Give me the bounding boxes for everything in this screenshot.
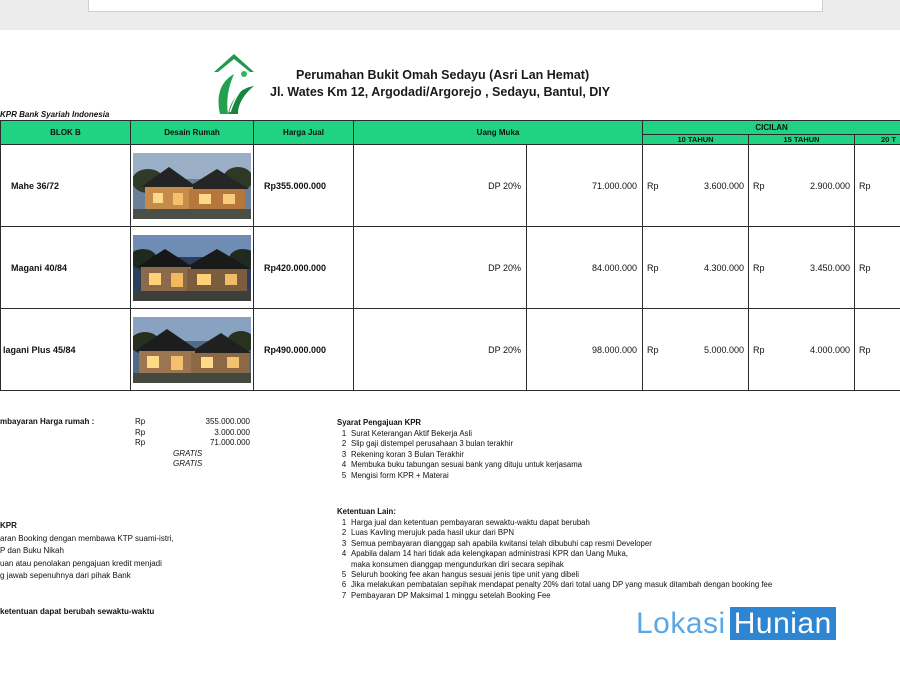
dp-percent: DP 20% <box>354 145 527 227</box>
house-photo-image <box>133 235 251 301</box>
payment-gratis: GRATIS <box>173 448 203 458</box>
house-price: Rp420.000.000 <box>254 227 354 309</box>
currency-15: Rp <box>749 227 771 309</box>
house-price: Rp490.000.000 <box>254 309 354 391</box>
list-item: 4 Membuka buku tabungan sesuai bank yang dituju untuk kerjasama <box>341 460 583 470</box>
house-design <box>131 145 254 227</box>
list-item: 3 Semua pembayaran dianggap sah apabila kwitansi telah dibubuhi cap resmi Developer <box>341 538 652 548</box>
list-item: 6 Jika melakukan pembatalan sepihak mendapat penalty 20% dari total uang DP yang masuk ditambah dengan booking fee <box>341 580 773 590</box>
watermark-highlight: Hunian <box>730 607 836 640</box>
list-item: 2 Luas Kavling merujuk pada hasil ukur dari BPN <box>341 528 514 538</box>
price-table <box>0 120 900 391</box>
top-browser-bar <box>0 0 900 30</box>
payment-label: mbayaran Harga rumah : <box>0 417 95 426</box>
house-design <box>131 309 254 391</box>
payment-currency: Rp <box>135 417 146 426</box>
list-item: 4 Apabila dalam 14 hari tidak ada kelengkapan administrasi KPR dan Uang Muka, <box>341 549 628 559</box>
installment-15: 3.450.000 <box>771 227 855 309</box>
kpr-line: g jawab sepenuhnya dari pihak Bank <box>0 571 131 580</box>
installment-20 <box>877 227 900 309</box>
installment-20 <box>877 309 900 391</box>
installment-15: 4.000.000 <box>771 309 855 391</box>
installment-15: 2.900.000 <box>771 145 855 227</box>
list-item: 3 Rekening koran 3 Bulan Terakhir <box>341 449 464 459</box>
col-header-tenor-10: 10 TAHUN <box>643 135 749 145</box>
currency-20: Rp <box>855 227 877 309</box>
payment-currency: Rp <box>135 427 146 437</box>
payment-value: 355.000.000 <box>205 417 250 426</box>
list-item: 5 Seluruh booking fee akan hangus sesuai jenis tipe unit yang dibeli <box>341 570 580 580</box>
syarat-section <box>337 418 582 481</box>
list-item: maka konsumen dianggap mengundurkan diri secara sepihak <box>351 559 564 569</box>
col-header-tenor-15: 15 TAHUN <box>749 135 855 145</box>
address-field[interactable] <box>88 0 823 12</box>
payment-value-column <box>180 417 250 449</box>
col-header-blok: BLOK B <box>1 121 131 145</box>
col-header-harga: Harga Jual <box>254 121 354 145</box>
col-header-cicilan: CICILAN <box>643 121 900 135</box>
lokasi-hunian-watermark <box>636 607 836 641</box>
house-price: Rp355.000.000 <box>254 145 354 227</box>
col-header-desain: Desain Rumah <box>131 121 254 145</box>
installment-10: 5.000.000 <box>665 309 749 391</box>
ketentuan-section <box>337 507 772 601</box>
dp-percent: DP 20% <box>354 227 527 309</box>
currency-10: Rp <box>643 309 665 391</box>
payment-currency: Rp <box>135 438 146 447</box>
installment-10: 3.600.000 <box>665 145 749 227</box>
house-photo-image <box>133 153 251 219</box>
document-title: Perumahan Bukit Omah Sedayu (Asri Lan Hemat) <box>296 68 590 82</box>
syarat-title: Syarat Pengajuan KPR <box>337 418 422 427</box>
house-type: lagani Plus 45/84 <box>1 309 131 391</box>
currency-15: Rp <box>749 145 771 227</box>
leaf-logo-icon <box>210 52 258 116</box>
table-header-row <box>1 121 900 135</box>
payment-currency-column <box>135 417 145 449</box>
ketentuan-title: Ketentuan Lain: <box>337 507 396 516</box>
house-type: Magani 40/84 <box>1 227 131 309</box>
document-address: Jl. Wates Km 12, Argodadi/Argorejo , Sedayu, Bantul, DIY <box>270 85 611 99</box>
payment-value: 3.000.000 <box>214 427 250 437</box>
currency-10: Rp <box>643 227 665 309</box>
currency-10: Rp <box>643 145 665 227</box>
house-photo-image <box>133 317 251 383</box>
installment-20 <box>877 145 900 227</box>
table-row <box>1 227 900 309</box>
list-item: 2 Slip gaji distempel perusahaan 3 bulan terakhir <box>341 439 514 449</box>
list-item: 1 Harga jual dan ketentuan pembayaran sewaktu-waktu dapat berubah <box>341 518 590 527</box>
list-item: 7 Pembayaran DP Maksimal 1 minggu setelah Booking Fee <box>341 590 551 600</box>
payment-gratis: GRATIS <box>173 459 203 468</box>
payment-value: 71.000.000 <box>209 438 250 447</box>
currency-20: Rp <box>855 145 877 227</box>
installment-10: 4.300.000 <box>665 227 749 309</box>
kpr-line: aran Booking dengan membawa KTP suami-istri, <box>0 533 174 543</box>
dp-percent: DP 20% <box>354 309 527 391</box>
dp-amount: 84.000.000 <box>527 227 643 309</box>
kpr-line: uan atau penolakan pengajuan kredit menjadi <box>0 558 162 568</box>
house-design <box>131 227 254 309</box>
bank-label: KPR Bank Syariah Indonesia <box>0 110 110 119</box>
house-type: Mahe 36/72 <box>1 145 131 227</box>
kpr-notes <box>0 520 174 583</box>
table-row <box>1 309 900 391</box>
table-row <box>1 145 900 227</box>
col-header-uang-muka: Uang Muka <box>354 121 643 145</box>
dp-amount: 71.000.000 <box>527 145 643 227</box>
list-item: 1 Surat Keterangan Aktif Bekerja Asli <box>341 429 472 438</box>
kpr-footer-note: ketentuan dapat berubah sewaktu-waktu <box>0 607 155 616</box>
kpr-line: P dan Buku Nikah <box>0 546 64 555</box>
dp-amount: 98.000.000 <box>527 309 643 391</box>
col-header-tenor-20: 20 T <box>855 135 900 145</box>
currency-20: Rp <box>855 309 877 391</box>
watermark-text: Lokasi <box>636 607 726 640</box>
kpr-title: KPR <box>0 521 17 530</box>
currency-15: Rp <box>749 309 771 391</box>
list-item: 5 Mengisi form KPR + Materai <box>341 470 449 480</box>
